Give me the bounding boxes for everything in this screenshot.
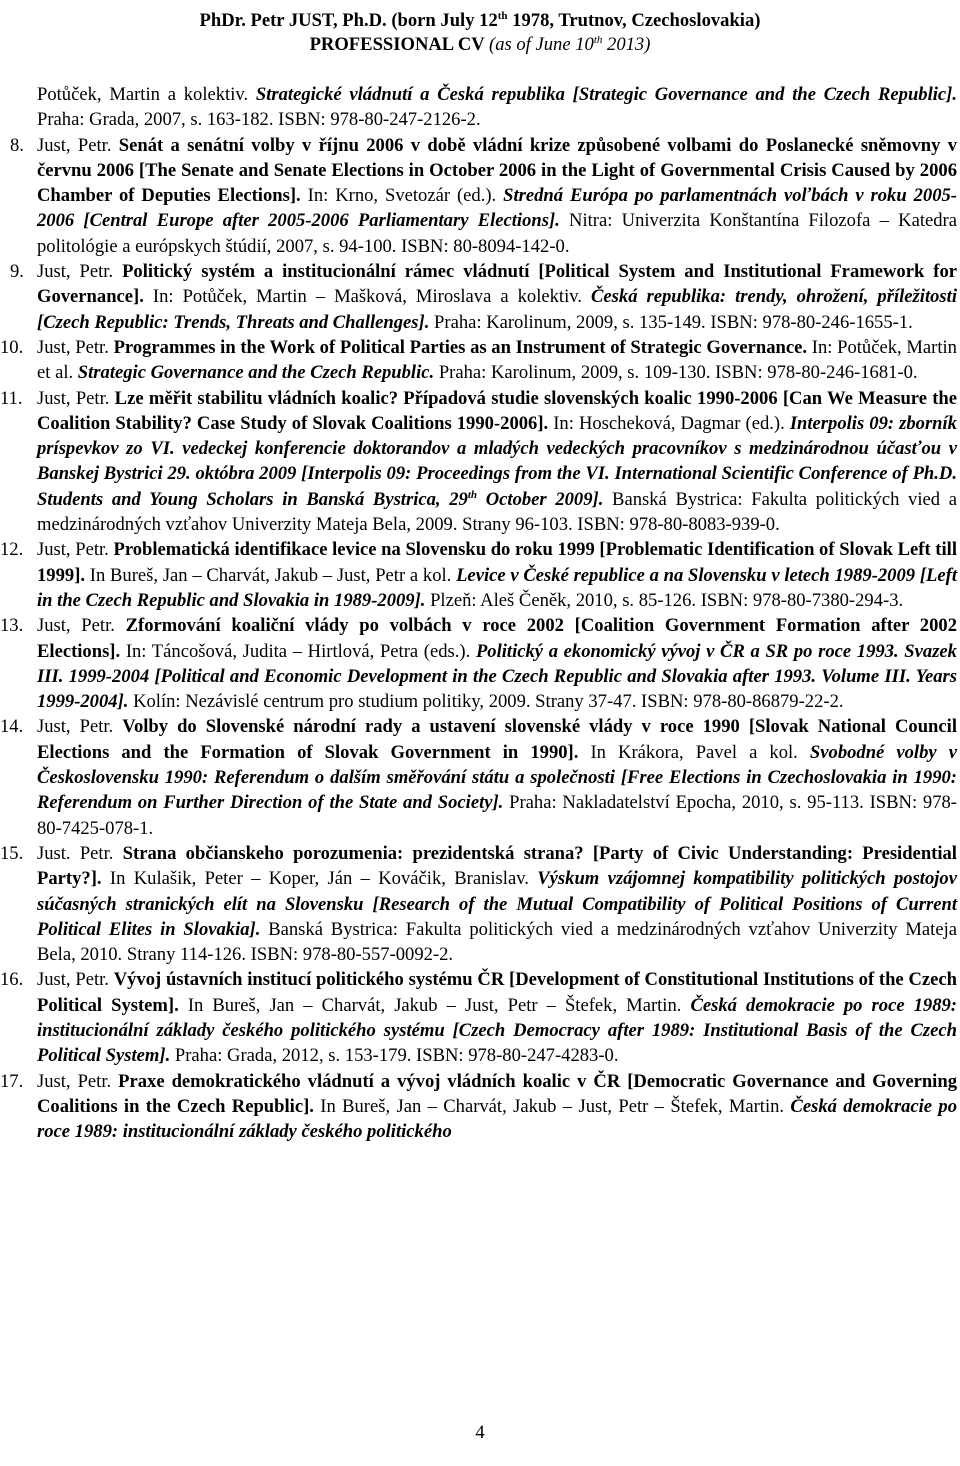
entry-citation-text: Potůček, Martin a kolektiv. <box>37 84 256 105</box>
entry-citation-text: In: Krno, Svetozár (ed.). <box>300 185 504 207</box>
entry-book-title: Politický a ekonomický vývoj v ČR a SR po roce 1993. Svazek III. 1999-2004 [Political and Economic Development in the Czech Republic and Slovakia after 1993. Volume III. Years 1999-2004]. <box>37 640 957 713</box>
entry-citation-text: In Krákora, Pavel a kol. <box>578 741 810 763</box>
entry-citation-text: Just, Petr. <box>37 615 126 637</box>
entry-citation-text: Just, Petr. <box>37 1070 119 1092</box>
entry-citation-text: Just. Petr. <box>37 842 123 864</box>
entry-title: Vývoj ústavních institucí politického systému ČR [Development of Constitutional Institutions of the Czech Political System]. <box>37 969 957 1016</box>
entry-title: Praxe demokratického vládnutí a vývoj vládních koalic v ČR [Democratic Governance and Governing Coalitions in the Czech Republic]. <box>37 1070 957 1117</box>
entry-book-title: Interpolis 09: zborník príspevkov zo VI. vedeckej konferencie doktorandov a mladých vedeckých pracovníkov s medzinárodnou účasťou v Banskej Bystrici 29. októbra 2009 [Interpolis 09: Proceedings from the VI. International Scientific Conference of Ph.D. Students and Young Scholars in Banská Bystrica, 29 <box>37 412 957 510</box>
entry-book-title: Česká demokracie po roce 1989: institucionální základy českého politického systému [Czech Democracy after 1989: Institutional Basis of the Czech Political System]. <box>37 994 958 1067</box>
entry-citation-text: Plzeň: Aleš Čeněk, 2010, s. 85-126. ISBN: 978-80-7380-294-3. <box>425 589 904 611</box>
entry-number: 9. <box>10 261 24 283</box>
entry-number: 10. <box>0 336 24 358</box>
entry-number: 16. <box>0 969 24 991</box>
header-name-line <box>0 9 960 33</box>
header-name-sup: th <box>497 9 508 22</box>
entry-number: 8. <box>10 134 24 156</box>
entry-superscript: th <box>467 488 478 501</box>
entry-citation-text: Nitra: Univerzita Konštantína Filozofa – Katedra politológie a európskych štúdií, 2007, s. 94-100. ISBN: 80-8094-142-0. <box>37 210 957 257</box>
entry-citation-text: Banská Bystrica: Fakulta politických vied a medzinárodných vzťahov Univerzity Mateja Bela, 2010. Strany 114-126. ISBN: 978-80-557-0092-2. <box>37 918 957 966</box>
entry-number: 17. <box>0 1070 24 1092</box>
entry-citation-text: In Kulašik, Peter – Koper, Ján – Kováčik, Branislav. <box>101 868 538 890</box>
entry-title: Problematická identifikace levice na Slovensku do roku 1999 [Problematic Identification of Slovak Left till 1999]. <box>37 539 957 586</box>
entry-citation-text: Just, Petr. <box>37 969 114 991</box>
publication-entry <box>10 133 957 259</box>
entry-number: 15. <box>0 842 24 864</box>
header-cv-sup: th <box>593 33 603 46</box>
entry-title: Politický systém a institucionální rámec vládnutí [Political System and Institutional Framework for Governance]. <box>37 261 957 308</box>
entry-citation-text: Just, Petr. <box>37 716 123 738</box>
entry-citation-text: Just, Petr. <box>37 261 123 283</box>
entry-text <box>37 82 957 133</box>
entry-citation-text: Banská Bystrica: Fakulta politických vied a medzinárodných vzťahov Univerzity Mateja Bela, 2009. Strany 96-103. ISBN: 978-80-8083-939-0. <box>37 488 957 536</box>
header-name-suffix: 1978, Trutnov, Czechoslovakia) <box>507 10 761 31</box>
entry-title: Zformování koaliční vlády po volbách v roce 2002 [Coalition Government Formation after 2002 Elections]. <box>37 615 957 662</box>
entry-title: Programmes in the Work of Political Parties as an Instrument of Strategic Governance. <box>113 336 808 358</box>
entry-citation-text: In Bureš, Jan – Charvát, Jakub – Just, Petr – Štefek, Martin. <box>178 994 691 1016</box>
publication-entry <box>0 1069 957 1145</box>
publication-entry <box>0 335 957 386</box>
publication-entry <box>0 613 957 714</box>
entry-citation-text: In: Potůček, Martin – Mašková, Miroslava a kolektiv. <box>143 286 592 308</box>
entry-text <box>37 335 957 386</box>
entry-text <box>37 133 957 259</box>
cv-header <box>0 0 960 57</box>
entry-book-title: Stredná Európa po parlamentnách voľbách v roku 2005-2006 [Central Europe after 2005-2006 Parliamentary Elections]. <box>37 185 957 232</box>
entry-number: 12. <box>0 539 24 561</box>
entry-book-title: October 2009]. <box>477 488 604 510</box>
entry-book-title: Česká demokracie po roce 1989: institucionální základy českého politického <box>37 1095 957 1143</box>
publication-entry <box>0 967 958 1068</box>
entry-citation-text: In Bureš, Jan – Charvát, Jakub – Just, Petr – Štefek, Martin. <box>313 1095 791 1117</box>
entry-book-title: Česká republika: trendy, ohrožení, příležitosti [Czech Republic: Trends, Threats and Challenges]. <box>37 286 957 333</box>
entry-text <box>37 613 957 714</box>
entry-citation-text: In: Potůček, Martin et al. <box>37 336 957 384</box>
publication-entry <box>0 841 957 967</box>
header-cv-prefix: PROFESSIONAL CV <box>309 34 489 55</box>
entry-title: Lze měřit stabilitu vládních koalic? Případová studie slovenských koalic 1990-2006 [Can We Measure the Coalition Stability? Case Study of Slovak Coalitions 1990-2006]. <box>37 387 957 434</box>
entry-citation-text: In: Táncošová, Judita – Hirtlová, Petra (eds.). <box>120 640 476 662</box>
publication-entry <box>10 259 957 335</box>
entry-citation-text: In: Hoscheková, Dagmar (ed.). <box>548 412 790 434</box>
entry-text <box>37 1069 957 1145</box>
entry-text <box>37 714 957 840</box>
publication-entry <box>0 714 957 840</box>
entry-citation-text: Praha: Grada, 2007, s. 163-182. ISBN: 978-80-247-2126-2. <box>37 109 481 131</box>
publication-entry <box>37 82 957 133</box>
header-cv-line <box>0 33 960 57</box>
entry-citation-text: Kolín: Nezávislé centrum pro studium politiky, 2009. Strany 37-47. ISBN: 978-80-86879-22-2. <box>128 691 844 713</box>
entry-number: 14. <box>0 716 24 738</box>
publication-list <box>0 82 958 1144</box>
entry-book-title: Levice v České republice a na Slovensku v letech 1989-2009 [Left in the Czech Republic and Slovakia in 1989-2009]. <box>37 564 957 611</box>
entry-book-title: Strategic Governance and the Czech Republic. <box>77 362 435 384</box>
entry-text <box>37 537 957 613</box>
entry-citation-text: Just, Petr. <box>37 336 114 358</box>
header-cv-asof: (as of June 10 <box>489 34 594 55</box>
entry-book-title: Výskum vzájomnej kompatibility politických postojov súčasných stranických elít na Slovensku [Research of the Mutual Compatibility of Political Positions of Current Political Elites in Slovakia]. <box>37 868 957 940</box>
entry-title: Senát a senátní volby v říjnu 2006 v době vládní krize způsobené volbami do Poslanecké sněmovny v červnu 2006 [The Senate and Senate Elections in October 2006 in the Light of Governmental Crisis Caused by 2006 Chamber of Deputies Elections]. <box>37 134 957 207</box>
entry-title: Strana občianskeho porozumenia: prezidentská strana? [Party of Civic Understanding: Presidential Party?]. <box>37 842 957 890</box>
entry-citation-text: Praha: Nakladatelství Epocha, 2010, s. 95-113. ISBN: 978-80-7425-078-1. <box>37 792 957 839</box>
entry-citation-text: Praha: Karolinum, 2009, s. 135-149. ISBN: 978-80-246-1655-1. <box>429 311 913 333</box>
entry-book-title: Strategické vládnutí a Česká republika [Strategic Governance and the Czech Republic]. <box>255 84 958 105</box>
header-cv-suffix: 2013) <box>602 34 651 55</box>
publication-entry <box>0 537 957 613</box>
entry-number: 11. <box>0 387 23 409</box>
entry-text <box>37 386 957 538</box>
entry-citation-text: Praha: Grada, 2012, s. 153-179. ISBN: 978-80-247-4283-0. <box>170 1045 619 1067</box>
publication-entry <box>0 386 957 538</box>
entry-number: 13. <box>0 615 24 637</box>
entry-citation-text: Just, Petr. <box>37 387 115 409</box>
entry-citation-text: Praha: Karolinum, 2009, s. 109-130. ISBN: 978-80-246-1681-0. <box>434 362 918 384</box>
entry-citation-text: Just, Petr. <box>37 539 114 561</box>
entry-book-title: Svobodné volby v Československu 1990: Referendum o dalším směřování státu a společnosti [Free Elections in Czechoslovakia in 1990: Referendum on Further Direction of the State and Society]. <box>37 741 957 814</box>
entry-citation-text: In Bureš, Jan – Charvát, Jakub – Just, Petr a kol. <box>85 564 457 586</box>
page-number: 4 <box>475 1422 485 1443</box>
entry-text <box>37 259 957 335</box>
entry-text <box>37 967 957 1068</box>
entry-title: Volby do Slovenské národní rady a ustavení slovenské vlády v roce 1990 [Slovak National Council Elections and the Formation of Slovak Government in 1990]. <box>37 716 957 763</box>
entry-citation-text: Just, Petr. <box>37 134 119 156</box>
entry-text <box>37 841 957 967</box>
header-name-prefix: PhDr. Petr JUST, Ph.D. (born July 12 <box>199 10 498 31</box>
